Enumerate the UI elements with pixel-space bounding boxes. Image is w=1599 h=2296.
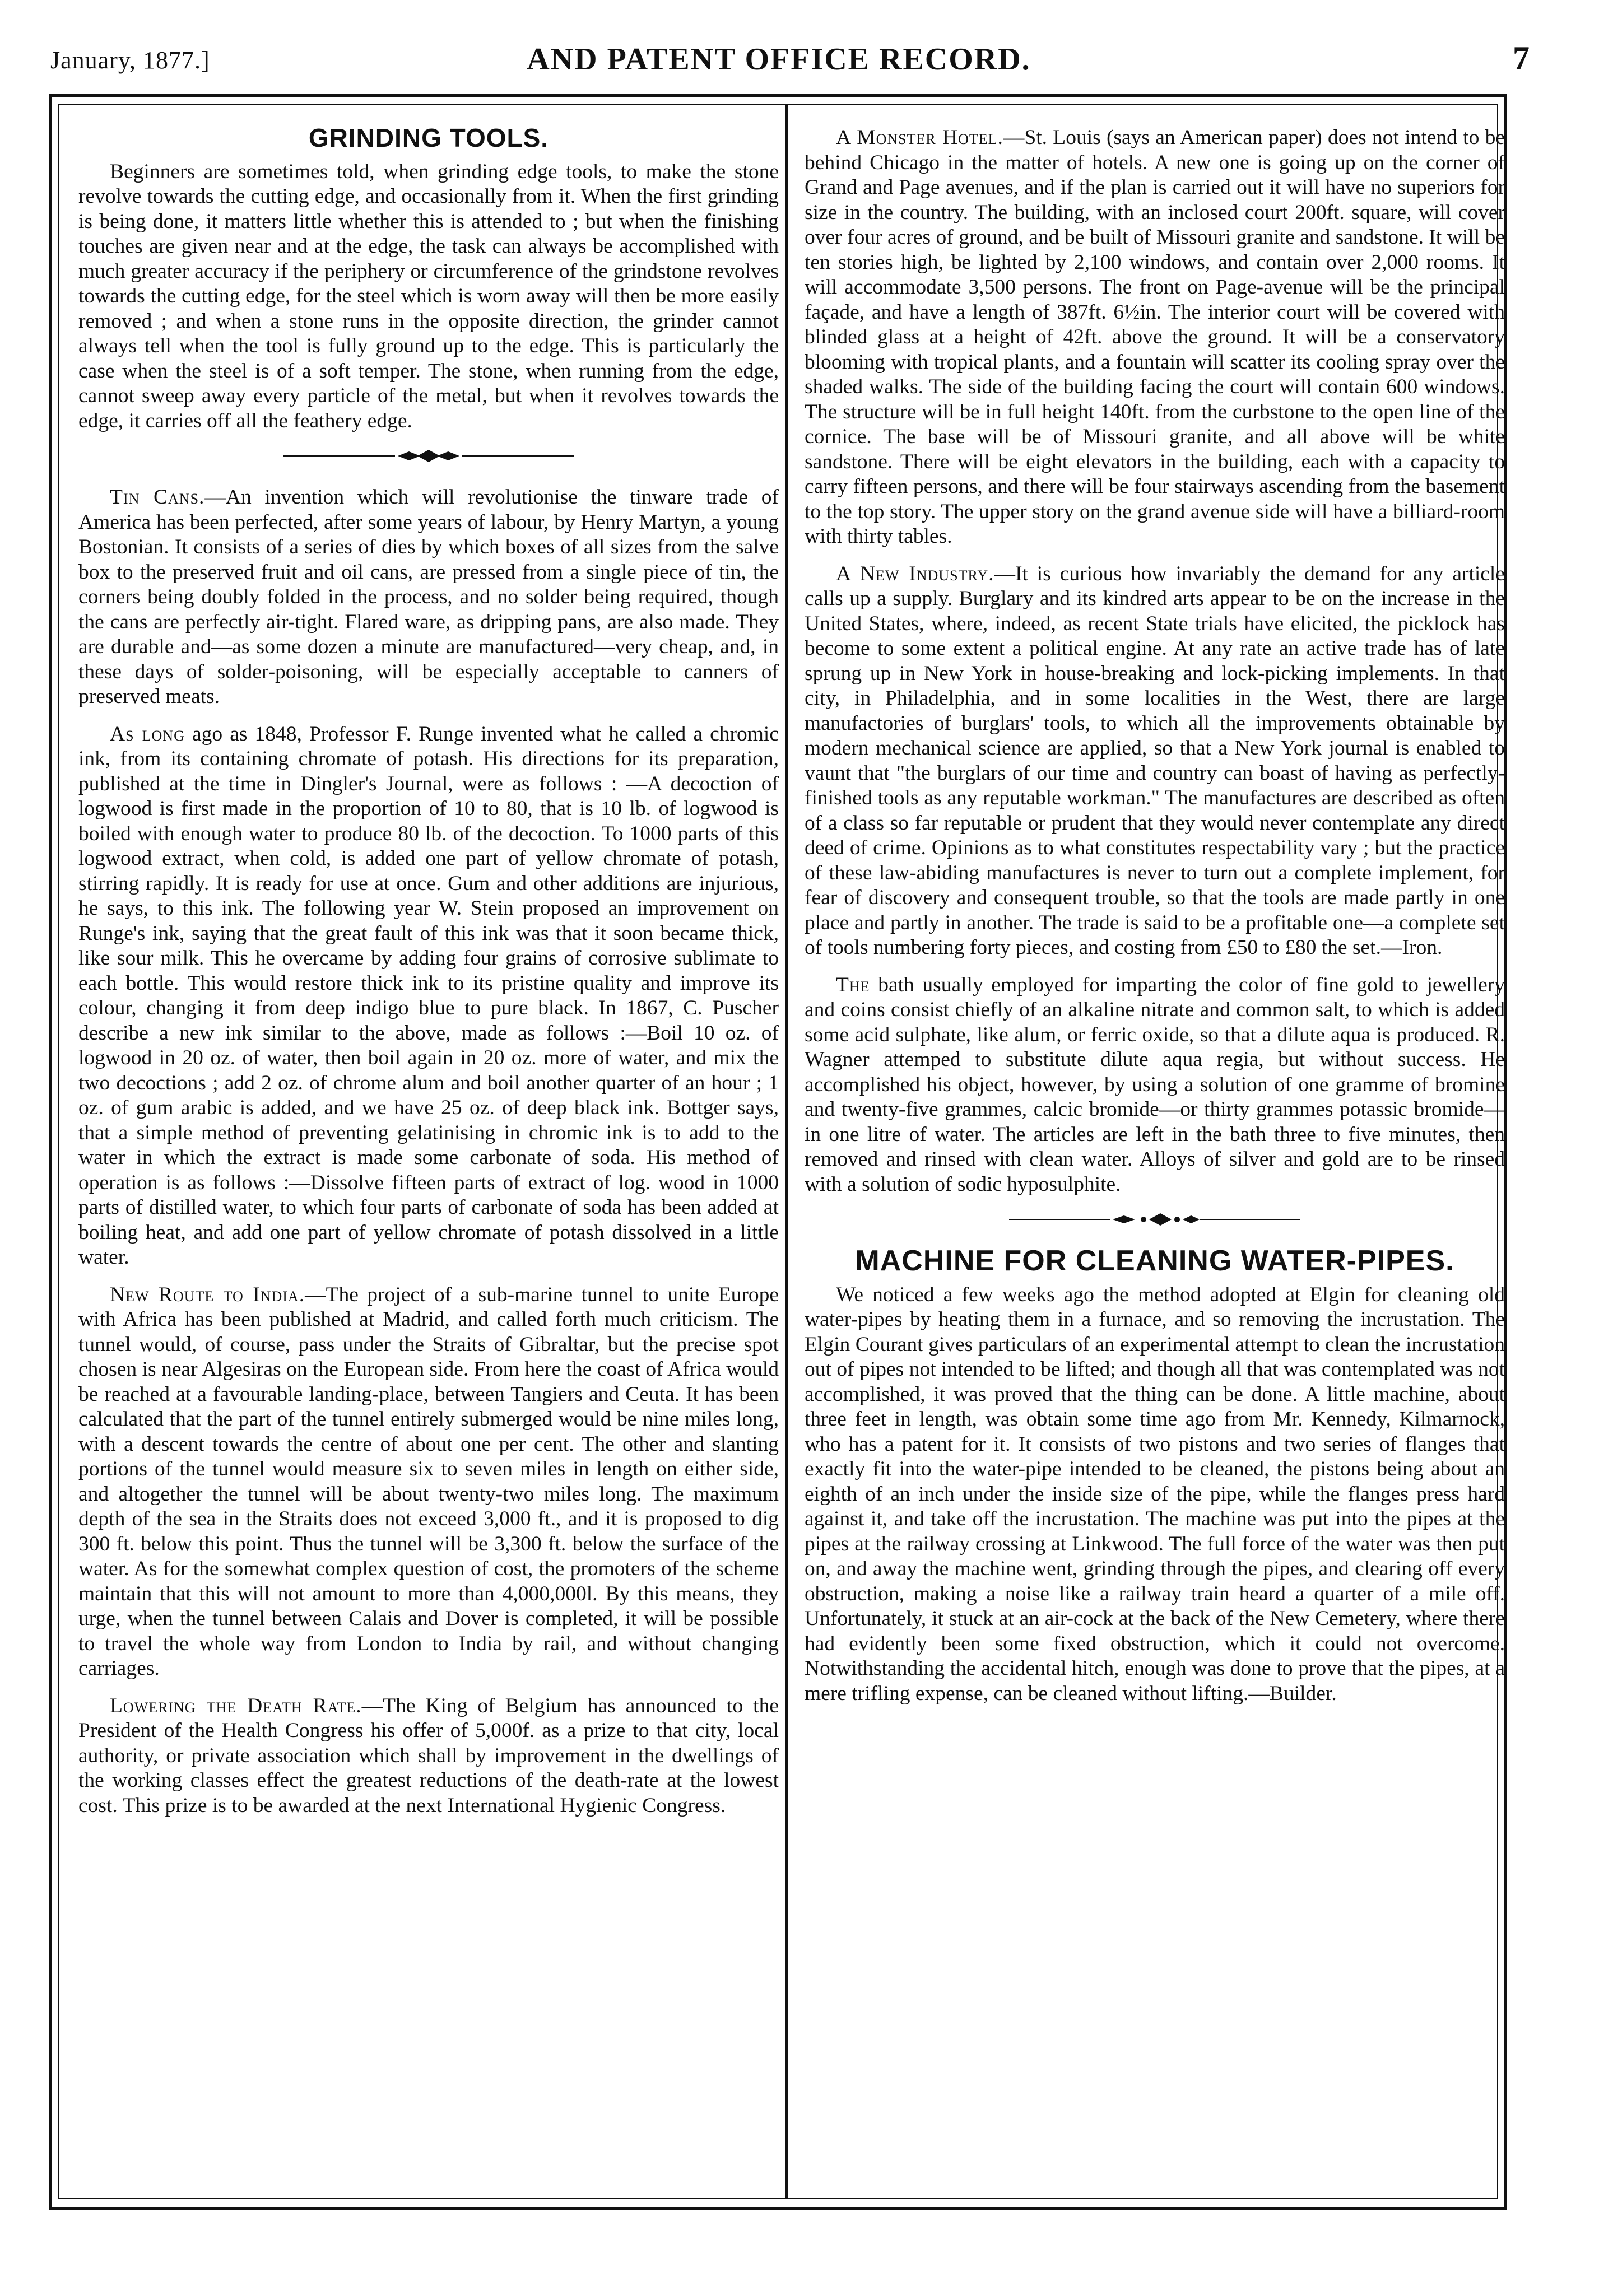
chromic-ink-body: ago as 1848, Professor F. Runge invented what he called a chromic ink, from its containing chromate of potash. His directions for its preparation, published at the time in Dingler's Journal, were as follows : —A decoction of logwood is first made in the proportion of 10 to 80, that is 10 lb. of logwood is boiled with enough water to produce 80 lb. of the decoction. To 1000 parts of this logwood extract, when cold, is added one part of yellow chromate of potash, stirring rapidly. It is ready for use at once. Gum and other additions are injurious, he says, to this ink. The following year W. Stein proposed an improvement on Runge's ink, saying that the great fault of this ink was that it soon became thick, like sour milk. This he overcame by adding four grains of corrosive sublimate to each bottle. This would restore thick ink to its pristine quality and improve its colour, changing it from deep indigo blue to pure black. In 1867, C. Puscher describe a new ink similar to the above, made as follows :—Boil 10 oz. of logwood in 20 oz. of water, then boil again in 20 oz. more of water, and mix the two decoctions ; add 2 oz. of chrome alum and boil another quarter of an hour ; 1 oz. of gum arabic is added, and we have 25 oz. of deep black ink. Bottger says, that a simple method of preventing gelatinising in chromic ink is to add to the water in which the extract is made some carbonate of soda. His method of operation is as follows :—Dissolve fifteen parts of extract of log. wood in 1000 parts of distilled water, to which four parts of carbonate of soda has been added at boiling heat, and add one part of yellow chromate of potash dissolved in a little water. bbox=[78, 722, 779, 1269]
tin-cans-article bbox=[78, 485, 779, 710]
tin-cans-body: —An invention which will revolutionise the tinware trade of America has been perfected, after some years of labour, by Henry Martyn, a young Bostonian. It consists of a series of dies by which boxes of all sizes from the salve box to the preserved fruit and oil cans, are pressed from a single piece of tin, the corners being doubly folded in the process, and no solder being required, though the cans are perfectly air-tight. Flared ware, as dripping pans, are also made. They are durable and—as some dozen a minute are manufactured—very cheap, and, in these days of solder-poisoning, will be especially acceptable to canners of preserved meats. bbox=[78, 486, 779, 708]
new-route-body: —The project of a sub-marine tunnel to unite Europe with Africa has been published at Madrid, and called forth much criticism. The tunnel would, of course, pass under the Straits of Gibraltar, but the precise spot chosen is near Algesiras on the European side. From here the coast of Africa would be reached at a favourable landing-place, between Tangiers and Ceuta. It has been calculated that the part of the tunnel entirely submerged would be nine miles long, with a descent towards the centre of about one per cent. The other and slanting portions of the tunnel would measure six to seven miles in length on either side, and altogether the tunnel will be about twenty-two miles long. The maximum depth of the sea in the Straits does not exceed 3,000 ft., and it is proposed to dig 300 ft. below this point. Thus the tunnel will be 3,300 ft. below the surface of the water. As for the somewhat complex question of cost, the promoters of the scheme maintain that this will not amount to more than 4,000,000l. By this means, they urge, when the tunnel between Calais and Dover is completed, it will be possible to travel the whole way from London to India by rail, and without changing carriages. bbox=[78, 1283, 779, 1680]
monster-hotel-body: —St. Louis (says an American paper) does not intend to be behind Chicago in the matter of hotels. A new one is going up on the corner of Grand and Page avenues, and if the plan is carried out it will have no superiors for size in the country. The building, with an inclosed court 200ft. square, will cover over four acres of ground, and be built of Missouri granite and sandstone. It will be ten stories high, be lighted by 2,100 windows, and contain over 2,000 rooms. It will accommodate 3,500 persons. The front on Page-avenue will be the principal façade, and have a length of 387ft. 6½in. The interior court will be covered with blinded glass at a height of 42ft. above the ground. It will be a conservatory blooming with tropical plants, and a fountain will scatter its cooling spray over the shaded walks. The side of the building facing the court will contain 600 windows. The structure will be in full height 140ft. from the curbstone to the open line of the cornice. The base will be of Missouri granite, and all above will be white sandstone. There will be eight elevators in the building, each with a capacity to carry fifteen persons, and there will be four stairways ascending from the basement to the top story. The upper story on the grand avenue side will have a billiard-room with thirty tables. bbox=[805, 126, 1505, 548]
new-industry-lead: A New Industry. bbox=[836, 562, 994, 585]
grinding-tools-body: Beginners are sometimes told, when grinding edge tools, to make the stone revolve towards the cutting edge, and occasionally from it. When the first grinding is being done, it matters little whether this is attended to ; but when the finishing touches are given near and at the edge, the task can always be accomplished with much greater accuracy if the periphery or circumference of the grindstone revolves towards the cutting edge, for the steel which is worn away will then be more easily removed ; and when a stone runs in the opposite direction, the grinder cannot always tell when the tool is fully ground up to the edge. This is particularly the case when the steel is of a soft temper. The stone, when running from the edge, cannot sweep away every particle of the metal, but when it revolves towards the edge, it carries off all the feathery edge. bbox=[78, 160, 779, 432]
page-header bbox=[50, 39, 1530, 84]
chromic-ink-lead: As long bbox=[110, 722, 185, 746]
monster-hotel-lead: A Monster Hotel. bbox=[836, 126, 1003, 149]
publication-title: AND PATENT OFFICE RECORD. bbox=[527, 42, 1031, 77]
section-ornament bbox=[78, 446, 779, 463]
left-column bbox=[78, 125, 779, 1831]
gold-bath-lead: The bbox=[836, 973, 870, 996]
issue-date: January, 1877.] bbox=[50, 46, 210, 74]
death-rate-body: —The King of Belgium has announced to the President of the Health Congress his offer of 5,000f. as a prize to that city, local authority, or private association which shall by improvement in the dwellings of the working classes effect the greatest reductions of the death-rate at the lowest cost. This prize is to be awarded at the next International Hygienic Congress. bbox=[78, 1694, 779, 1817]
new-route-article bbox=[78, 1283, 779, 1682]
tin-cans-lead: Tin Cans. bbox=[110, 486, 205, 509]
ornament-rule-icon bbox=[283, 448, 574, 464]
water-pipes-title: MACHINE FOR CLEANING WATER-PIPES. bbox=[855, 1245, 1454, 1277]
gold-bath-article bbox=[805, 973, 1505, 1198]
water-pipes-body: We noticed a few weeks ago the method adopted at Elgin for cleaning old water-pipes by heating them in a furnace, and so removing the incrustation. The Elgin Courant gives particulars of an experimental attempt to clean the incrustation out of pipes not intended to be lifted; and though all that was contemplated was not accomplished, it was proved that the thing can be done. A little machine, about three feet in length, was obtain some time ago from Mr. Kennedy, Kilmarnock, who has a patent for it. It consists of two pistons and two series of flanges that exactly fit into the water-pipe intended to be cleaned, the pistons being about an eighth of an inch under the inside size of the pipe, while the flanges press hard against it, and take off the incrustation. The machine was put into the pipes at the pipes at the railway crossing at Linkwood. The full force of the water was then put on, and away the machine went, grinding through the pipes, and clearing off every obstruction, making a noise like a railway train heard a quarter of a mile off. Unfortunately, it stuck at an air-cock at the back of the New Cemetery, where there had evidently been some fixed obstruction, which it could not overcome. Notwithstanding the accidental hitch, enough was done to prove that the pipes, at a mere trifling expense, can be cleaned without lifting.—Builder. bbox=[805, 1283, 1505, 1705]
new-route-lead: New Route to India. bbox=[110, 1283, 305, 1306]
death-rate-lead: Lowering the Death Rate. bbox=[110, 1694, 362, 1717]
page-number: 7 bbox=[1513, 40, 1530, 77]
section-ornament-right bbox=[805, 1209, 1505, 1226]
ornament-rule-icon bbox=[1009, 1211, 1300, 1228]
new-industry-body: —It is curious how invariably the demand for any article calls up a supply. Burglary and its kindred arts appear to be on the increase in the United States, where, indeed, as recent State trials have elicited, the picklock has become to some extent a political engine. At any rate an active trade has of late sprung up in New York in house-breaking and lock-picking implements. In that city, in Philadelphia, and in some localities in the West, there are large manufactories of burglars' tools, to which all the improvements obtainable by modern mechanical science are applied, so that a New York journal is enabled to vaunt that "the burglars of our time and country can boast of having as perfectly-finished tools as any reputable workman." The manufactures are described as often of a class so far reputable or prudent that they would never contemplate any direct deed of crime. Opinions as to what constitutes respectability vary ; but the practice of these law-abiding manufactures is never to turn out a complete implement, for fear of discovery and consequent trouble, so that the tools are made partly in one place and partly in another. The trade is said to be a profitable one—a complete set of tools numbering forty pieces, and costing from £50 to £80 the set.—Iron. bbox=[805, 562, 1505, 959]
column-divider bbox=[785, 104, 788, 2199]
new-industry-article bbox=[805, 562, 1505, 961]
chromic-ink-article bbox=[78, 722, 779, 1270]
monster-hotel-article bbox=[805, 125, 1505, 549]
gold-bath-body: bath usually employed for imparting the color of fine gold to jewellery and coins consist chiefly of an alkaline nitrate and common salt, to which is added some acid sulphate, like alum, or ferric oxide, so that a dilute aqua is produced. R. Wagner attemped to substitute dilute aqua regia, but without success. He accomplished his object, however, by using a solution of one gramme of bromine and twenty-five grammes, calcic bromide—or thirty grammes potassic bromide—in one litre of water. The articles are left in the bath three to five minutes, then removed and rinsed with clean water. Alloys of silver and gold are to be rinsed with a solution of sodic hyposulphite. bbox=[805, 973, 1505, 1196]
grinding-tools-title: GRINDING TOOLS. bbox=[308, 123, 549, 152]
right-column bbox=[805, 125, 1505, 1718]
death-rate-article bbox=[78, 1694, 779, 1819]
